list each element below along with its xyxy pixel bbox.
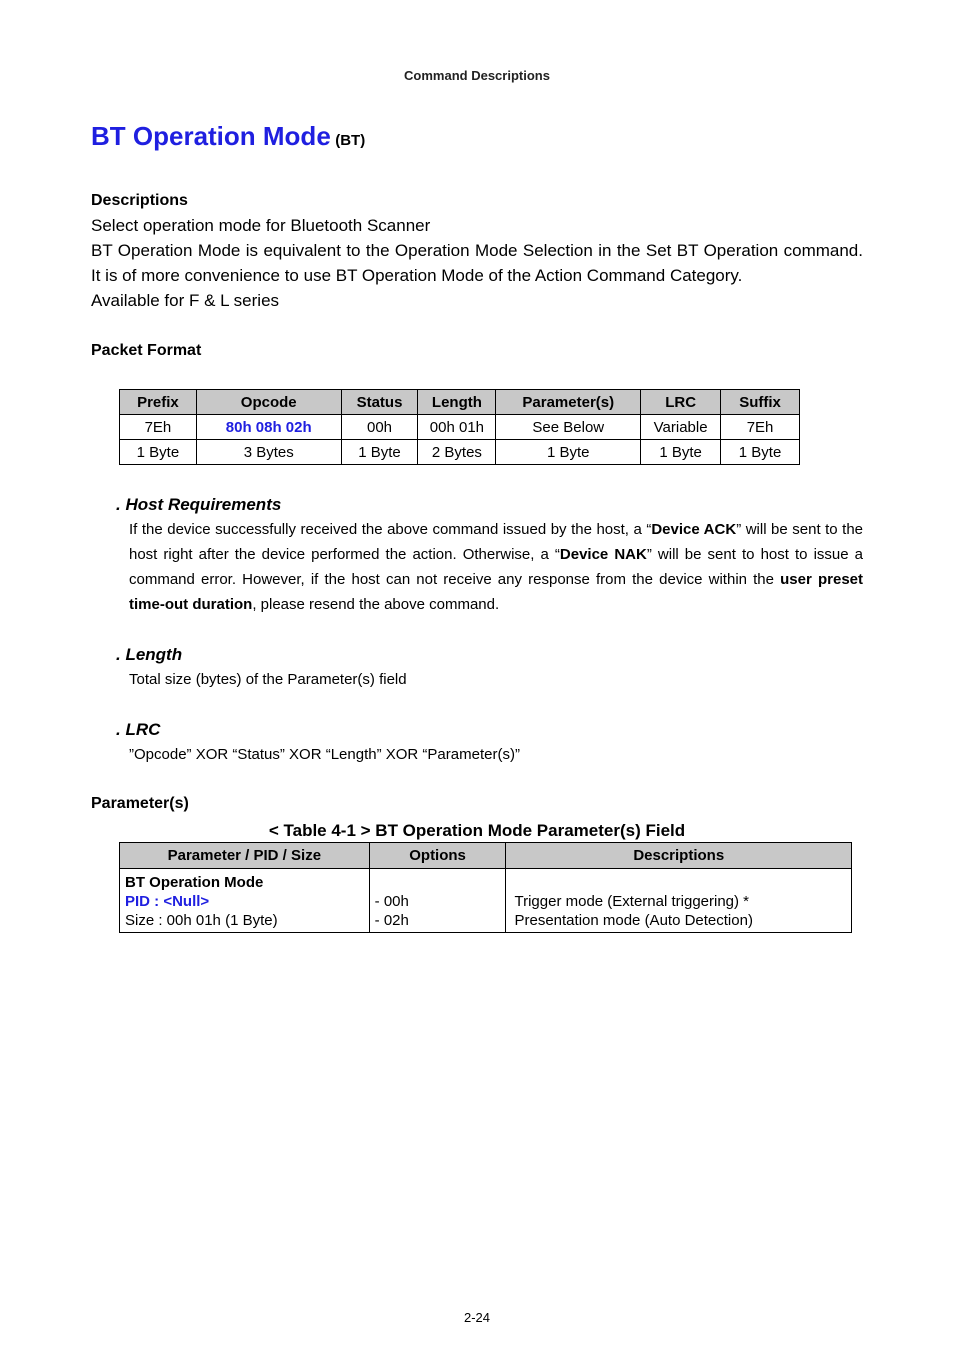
packet-value-status: 00h (341, 415, 418, 440)
option-02h: - 02h (374, 912, 409, 929)
device-nak-term: Device NAK (559, 546, 647, 563)
params-col-descriptions: Descriptions (506, 843, 852, 869)
params-col-options: Options (369, 843, 506, 869)
parameters-table-caption: < Table 4-1 > BT Operation Mode Parameter(s) Field (268, 821, 686, 840)
host-req-text-3: ” will be sent to host to issue a command error. However, if the host can not receive any response from the device within the (129, 546, 863, 588)
param-name: BT Operation Mode (125, 874, 264, 891)
packet-format-table (119, 389, 800, 465)
running-header: Command Descriptions (404, 68, 550, 83)
packet-size-prefix: 1 Byte (120, 440, 197, 465)
packet-col-prefix: Prefix (120, 390, 197, 415)
lrc-text: ”Opcode” XOR “Status” XOR “Length” XOR “Parameter(s)” (129, 746, 520, 763)
packet-value-suffix: 7Eh (721, 415, 800, 440)
descriptions-line1: Select operation mode for Bluetooth Scanner (91, 216, 431, 235)
packet-value-opcode: 80h 08h 02h (196, 415, 341, 440)
page-title-abbr: (BT) (335, 132, 366, 149)
param-size: Size : 00h 01h (1 Byte) (125, 912, 278, 929)
parameters-table (119, 842, 852, 933)
packet-size-length: 2 Bytes (418, 440, 496, 465)
length-heading: . Length (116, 645, 183, 664)
packet-value-prefix: 7Eh (120, 415, 197, 440)
packet-value-lrc: Variable (641, 415, 721, 440)
description-trigger-mode: Trigger mode (External triggering) * (514, 893, 750, 910)
packet-values-row (120, 415, 800, 440)
packet-sizes-row (120, 440, 800, 465)
param-pid: PID : <Null> (125, 893, 210, 910)
page-title (91, 121, 365, 152)
description-presentation-mode: Presentation mode (Auto Detection) (514, 912, 753, 929)
packet-col-status: Status (341, 390, 418, 415)
host-requirements-heading: . Host Requirements (116, 495, 282, 514)
packet-col-length: Length (418, 390, 496, 415)
packet-col-opcode: Opcode (196, 390, 341, 415)
packet-col-parameters: Parameter(s) (496, 390, 641, 415)
packet-value-parameters: See Below (496, 415, 641, 440)
params-col-parameter: Parameter / PID / Size (120, 843, 370, 869)
packet-col-suffix: Suffix (721, 390, 800, 415)
parameters-header-row (120, 843, 852, 869)
packet-size-suffix: 1 Byte (721, 440, 800, 465)
packet-size-parameters: 1 Byte (496, 440, 641, 465)
packet-value-length: 00h 01h (418, 415, 496, 440)
descriptions-heading: Descriptions (91, 192, 188, 209)
descriptions-availability: Available for F & L series (91, 291, 280, 310)
packet-size-opcode: 3 Bytes (196, 440, 341, 465)
host-req-text-2: ” will be sent to the host right after the device performed the action. Otherwise, a “ (129, 521, 864, 563)
packet-size-lrc: 1 Byte (641, 440, 721, 465)
descriptions-cell (506, 869, 852, 933)
packet-size-status: 1 Byte (341, 440, 418, 465)
length-text: Total size (bytes) of the Parameter(s) field (129, 671, 407, 688)
packet-col-lrc: LRC (641, 390, 721, 415)
lrc-heading: . LRC (116, 720, 161, 739)
page-title-main: BT Operation Mode (91, 121, 331, 151)
option-00h: - 00h (374, 893, 409, 910)
descriptions-paragraph: BT Operation Mode is equivalent to the Operation Mode Selection in the Set BT Operation command. It is of more convenience to use BT Operation Mode of the Action Command Category. (91, 241, 863, 285)
packet-format-heading: Packet Format (91, 342, 202, 359)
param-cell (120, 869, 370, 933)
host-req-text-1: If the device successfully received the above command issued by the host, a “ (129, 521, 652, 538)
packet-header-row (120, 390, 800, 415)
table-row (120, 869, 852, 933)
options-cell (369, 869, 506, 933)
timeout-term: user preset time-out duration (129, 571, 863, 613)
host-req-text-4: , please resend the above command. (252, 596, 500, 613)
parameters-heading: Parameter(s) (91, 795, 189, 812)
device-ack-term: Device ACK (651, 521, 737, 538)
host-requirements-text (129, 517, 863, 617)
page-number: 2-24 (463, 1310, 491, 1325)
